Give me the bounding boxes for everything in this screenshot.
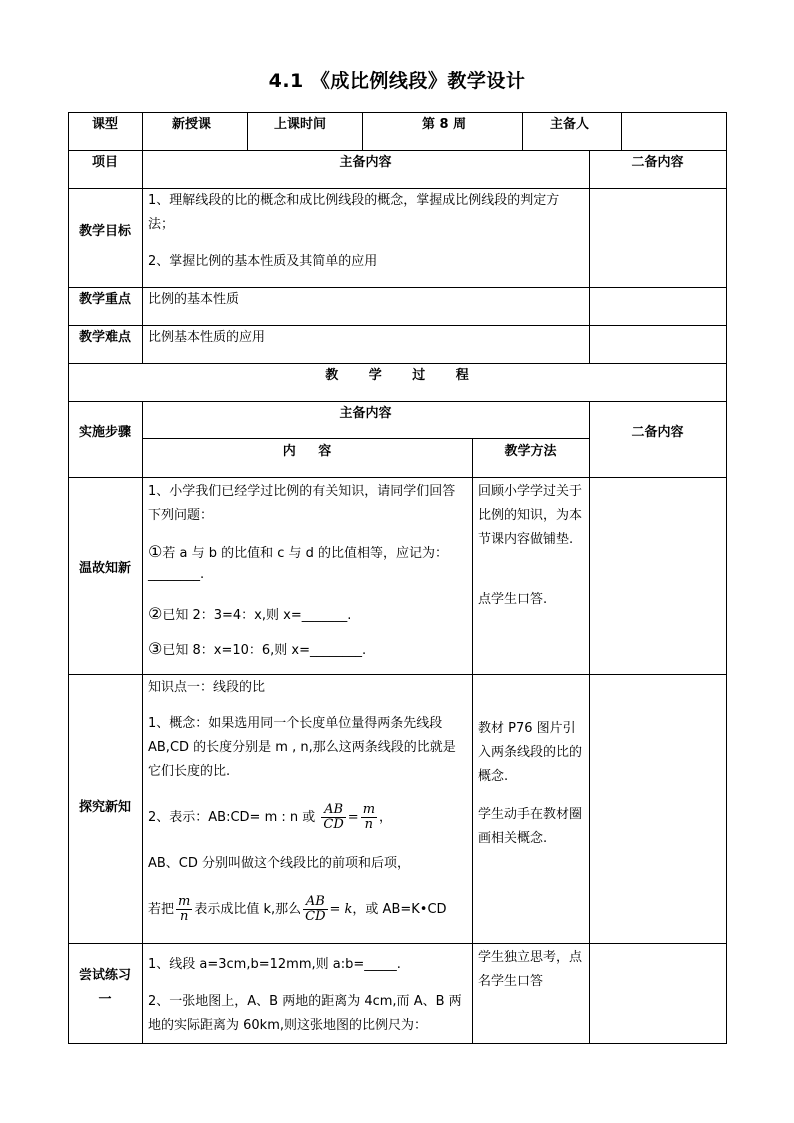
explore-method-2: 学生动手在教材圈画相关概念. [478,807,583,846]
grid-line [68,477,726,478]
grid-line [68,943,726,944]
key-value: 比例的基本性质 [148,292,240,307]
review-q3-text: 已知 8：x=10：6,则 x=________. [162,643,367,658]
grid-line [142,438,589,439]
difficulty-value: 比例基本性质的应用 [148,330,266,345]
fraction-m-n: $\frac{m}{n}$ [362,802,376,832]
concept-text: 1、概念：如果选用同一个长度单位量得两条先线段 AB,CD 的长度分别是 m , n,那么这两条线段的比就是它们长度的比. [148,716,456,779]
circle-number-2: ② [148,604,163,623]
knowledge-point-title: 知识点一：线段的比 [148,680,266,695]
grid-line [142,112,143,364]
fraction-ab-cd-ratio: $\frac{AB}{CD}$ [305,894,326,924]
grid-line [142,401,143,1044]
owner-label: 主备人 [550,117,590,132]
grid-line [589,150,590,364]
steps-second-header: 二备内容 [631,425,684,440]
review-q2-text: 已知 2：3=4：x,则 x=_______. [162,608,352,623]
goals-label: 教学目标 [78,224,131,239]
practice-question-2: 2、一张地图上，A、B 两地的距离为 4cm,而 A、B 两地的实际距离为 60km,则这张地图的比例尺为： [148,994,462,1033]
grid-line [472,438,473,1044]
page-title: 4.1 《成比例线段》教学设计 [268,70,526,92]
review-question-2 [148,602,351,628]
grid-line [247,112,248,150]
practice-label: 尝试练习一 [78,968,131,1007]
review-question-3 [148,637,366,663]
circle-number-1: ① [148,542,163,561]
main-column-header: 主备内容 [339,155,392,170]
item-column-header: 项目 [91,155,118,170]
ratio-equals-k: = k [329,902,353,917]
grid-line [589,401,590,1044]
representation-suffix: ， [379,810,393,825]
type-value: 新授课 [172,117,212,132]
goals-line-2: 2、掌握比例的基本性质及其简单的应用 [148,254,378,269]
time-value: 第 8 周 [422,117,467,132]
steps-label: 实施步骤 [78,425,131,440]
practice-method: 学生独立思考，点名学生口答 [478,950,583,989]
representation-line: 2、表示：AB:CD= m : n 或 $\frac{AB}{CD}$ = $\frac{m}{n}$ ， [148,802,393,832]
review-intro: 1、小学我们已经学过比例的有关知识，请同学们回答下列问题： [148,484,456,523]
grid-line [522,112,523,150]
ratio-suffix: ，或 AB=K•CD [352,902,447,917]
method-header: 教学方法 [504,444,557,459]
explore-label: 探究新知 [78,800,131,815]
grid-line [362,112,363,150]
review-method-1: 回顾小学学过关于比例的知识，为本节课内容做铺垫. [478,484,583,547]
terms-text: AB、CD 分别叫做这个线段比的前项和后项， [148,856,411,871]
grid-line [621,112,622,150]
ratio-line [148,890,447,930]
fraction-ab-cd: $\frac{AB}{CD}$ [323,802,344,832]
ratio-middle: 表示成比值 k,那么 [194,902,302,917]
grid-line [68,1043,726,1044]
key-label: 教学重点 [78,292,131,307]
explore-method-1: 教材 P76 图片引入两条线段的比的概念. [478,721,583,784]
steps-main-header: 主备内容 [339,406,392,421]
grid-line [68,112,726,113]
circle-number-3: ③ [148,639,163,658]
type-label: 课型 [91,117,118,132]
goals-line-1: 1、理解线段的比的概念和成比例线段的概念，掌握成比例线段的判定方法； [148,193,560,232]
grid-line [68,674,726,675]
ratio-prefix: 若把 [148,902,175,917]
representation-prefix: 2、表示：AB:CD= m : n 或 [148,810,316,825]
process-title: 教 学 过 程 [325,368,469,383]
review-q1-blank: ________. [148,567,205,582]
review-method-2: 点学生口答. [478,592,548,607]
difficulty-label: 教学难点 [78,330,131,345]
time-label: 上课时间 [274,117,327,132]
second-column-header: 二备内容 [631,155,684,170]
fraction-m-n-ratio: $\frac{m}{n}$ [178,894,191,924]
grid-line [726,112,727,1044]
review-q1-text: 若 a 与 b 的比值和 c 与 d 的比值相等，应记为： [162,546,449,561]
practice-question-1: 1、线段 a=3cm,b=12mm,则 a:b=_____. [148,957,401,972]
review-label: 温故知新 [78,561,131,576]
content-header: 内 容 [282,444,332,459]
